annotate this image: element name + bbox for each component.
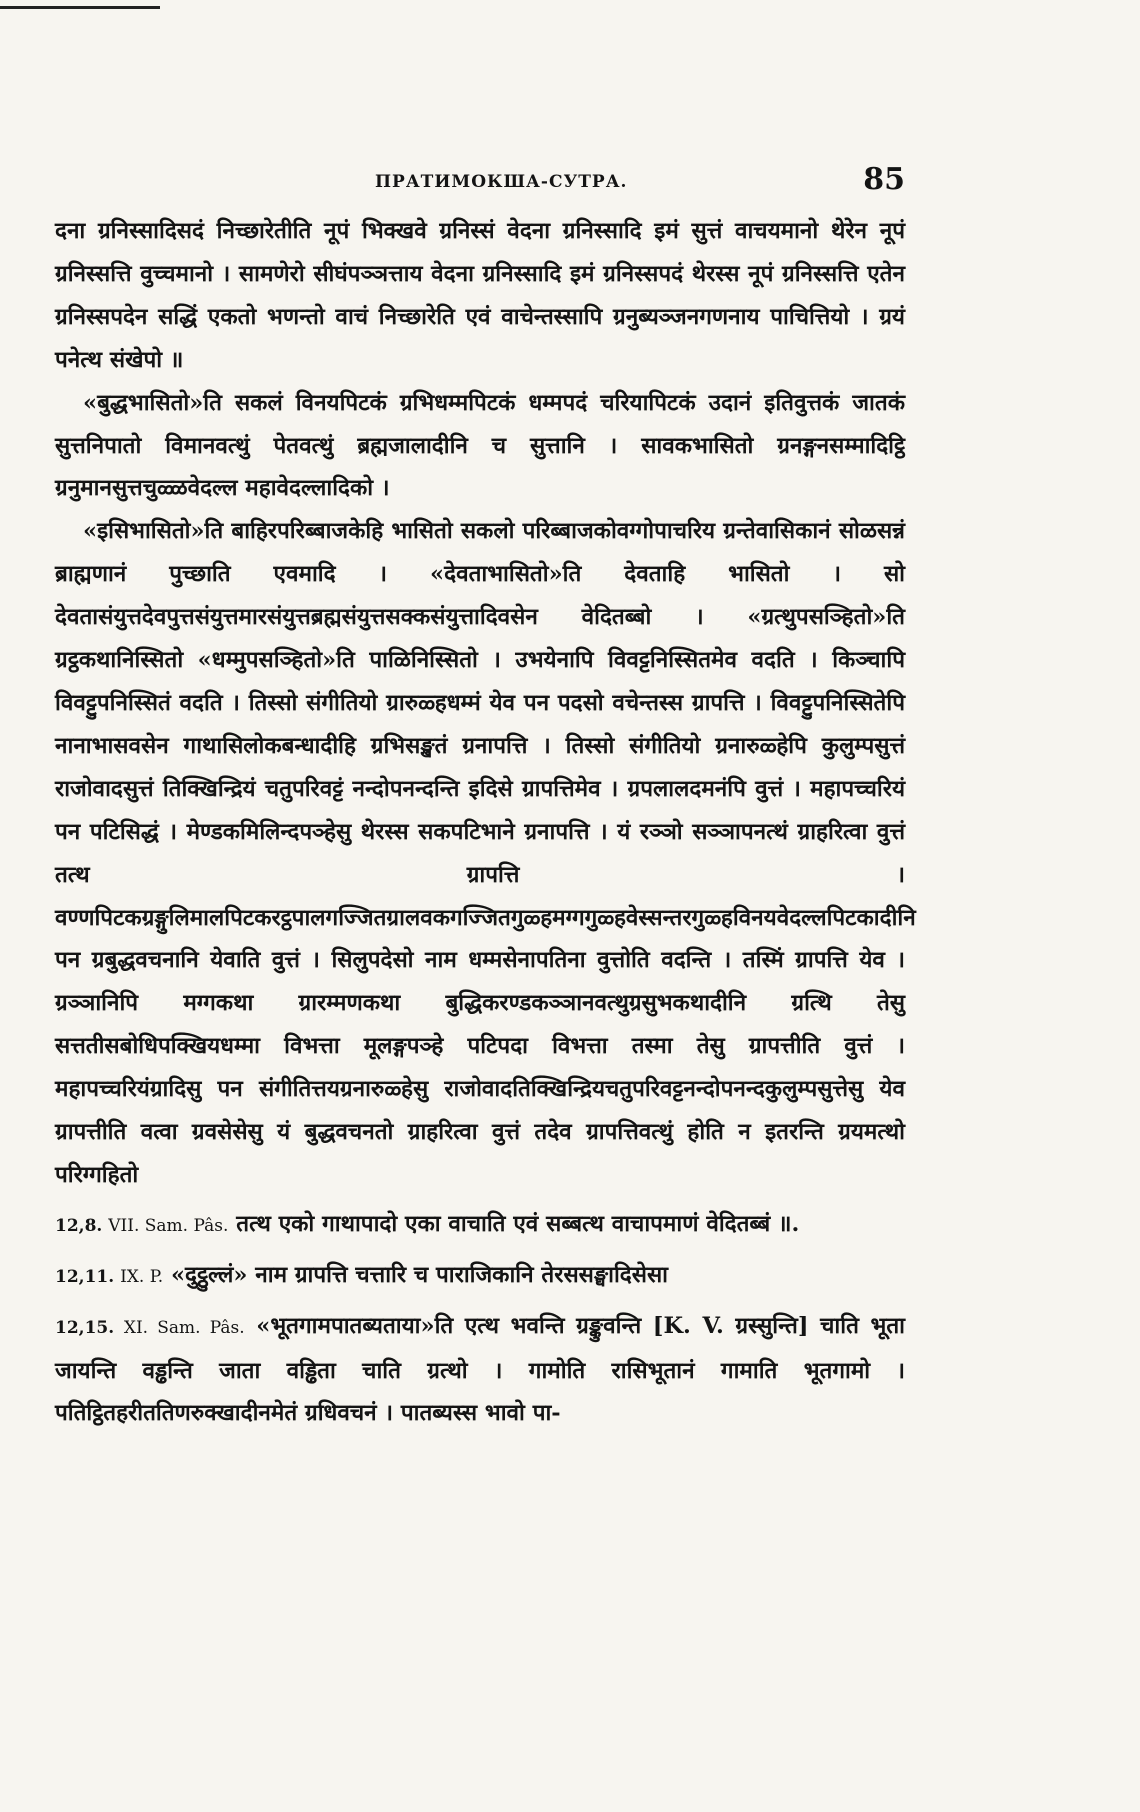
note-ref: 12,11. IX. P. xyxy=(55,1266,164,1287)
page-number: 85 xyxy=(863,162,905,197)
paragraph: दना ग्रनिस्सादिसदं निच्छारेतीति नूपं भिक्खवे ग्रनिस्सं वेदना ग्रनिस्सादि इमं सुत्तं वाचयमानो थेरेन नूपं ग्रनिस्सत्ति वुच्चमानो । सामणेरो सीघंपञ्ञत्ताय वेदना ग्रनिस्सादि इमं ग्रनिस्सपदं थेरस्स नूपं ग्रनिस्सत्ति एतेन ग्रनिस्सपदेन सद्धिं एकतो भणन्तो वाचं निच्छारेति एवं वाचेन्तस्सापि ग्रनुब्यञ्जनगणनाय पाचित्तियो । ग्रयं पनेत्थ संखेपो ॥ xyxy=(55,218,905,373)
note xyxy=(55,1254,905,1299)
page-header xyxy=(55,150,905,210)
note-text: तत्थ एको गाथापादो एका वाचाति एवं सब्बत्थ वाचापमाणं वेदितब्बं ॥. xyxy=(236,1210,800,1237)
note-text: «दुट्ठुल्लं» नाम ग्रापत्ति चत्तारि च पाराजिकानि तेरससङ्घादिसेसा xyxy=(170,1261,668,1288)
top-rule xyxy=(0,6,160,9)
note-ref: 12,8. VII. Sam. Pâs. xyxy=(55,1215,229,1236)
paragraph: «इसिभासितो»ति बाहिरपरिब्बाजकेहि भासितो सकलो परिब्बाजकोवग्गोपाचरिय ग्रन्तेवासिकानं सोळसन्नं ब्राह्मणानं पुच्छाति एवमादि । «देवताभासितो»ति देवताहि भासितो । सो देवतासंयुत्तदेवपुत्तसंयुत्तमारसंयुत्तब्रह्मसंयुत्तसक्कसंयुत्तादिवसेन वेदितब्बो । «ग्रत्थुपसञ्हितो»ति ग्रट्ठकथानिस्सितो «धम्मुपसञ्हितो»ति पाळिनिस्सितो । उभयेनापि विवट्टनिस्सितमेव वदति । किञ्चापि विवट्टुपनिस्सितं वदति । तिस्सो संगीतियो ग्रारुळ्हधम्मं येव पन पदसो वचेन्तस्स ग्रापत्ति । विवट्टुपनिस्सितेपि नानाभासवसेन गाथासिलोकबन्धादीहि ग्रभिसङ्खतं ग्रनापत्ति । तिस्सो संगीतियो ग्रनारुळ्हेपि कुलुम्पसुत्तं राजोवादसुत्तं तिक्खिन्द्रियं चतुपरिवट्टं नन्दोपनन्दन्ति इदिसे ग्रापत्तिमेव । ग्रपलालदमनंपि वुत्तं । महापच्चरियं पन पटिसिद्धं । मेण्डकमिलिन्दपञ्हेसु थेरस्स सकपटिभाने ग्रनापत्ति । यं रञ्ञो सञ्ञापनत्थं ग्राहरित्वा वुत्तं तत्थ ग्रापत्ति । वण्णपिटकग्रङ्गुलिमालपिटकरट्ठपालगज्जितग्रालवकगज्जितगुळ्हमग्गगुळ्हवेस्सन्तरगुळ्हविनयवेदल्लपिटकादीनि पन ग्रबुद्धवचनानि येवाति वुत्तं । सिलुपदेसो नाम धम्मसेनापतिना वुत्तोति वदन्ति । तस्मिं ग्रापत्ति येव । ग्रञ्ञानिपि मग्गकथा ग्रारम्मणकथा बुद्धिकरण्डकञ्ञानवत्थुग्रसुभकथादीनि ग्रत्थि तेसु सत्ततीसबोधिपक्खियधम्मा विभत्ता मूलङ्गपञ्हे पटिपदा विभत्ता तस्मा तेसु ग्रापत्तीति वुत्तं । महापच्चरियंग्रादिसु पन संगीतित्तयग्रनारुळ्हेसु राजोवादतिक्खिन्द्रियचतुपरिवट्टनन्दोपनन्दकुलुम्पसुत्तेसु येव ग्रापत्तीति वत्वा ग्रवसेसेसु यं बुद्धवचनतो ग्राहरित्वा वुत्तं तदेव ग्रापत्तिवत्थुं होति न इतरन्ति ग्रयमत्थो परिग्गहितो xyxy=(55,518,916,1188)
note xyxy=(55,1305,905,1436)
note-ref: 12,15. XI. Sam. Pâs. xyxy=(55,1317,245,1338)
running-title: ПРАТИМОКША-СУТРА. xyxy=(375,172,628,192)
note xyxy=(55,1203,905,1248)
paragraph: «बुद्धभासितो»ति सकलं विनयपिटकं ग्रभिधम्मपिटकं धम्मपदं चरियापिटकं उदानं इतिवुत्तकं जातकं सुत्तनिपातो विमानवत्थुं पेतवत्थुं ब्रह्मजालादीनि च सुत्तानि । सावकभासितो ग्रनङ्गनसम्मादिट्ठि ग्रनुमानसुत्तचुळ्ळवेदल्ल महावेदल्लादिको । xyxy=(55,389,905,502)
book-page xyxy=(55,150,916,1435)
note-text: «भूतगामपातब्यताया»ति एत्थ भवन्ति ग्रङ्कुवन्ति [K. V. ग्रस्सुन्ति] चाति भूता जायन्ति वड्ढन्ति जाता वड्ढिता चाति ग्रत्थो । गामोति रासिभूतानं गामाति भूतगामो । पतिट्ठितहरीततिणरुक्खादीनमेतं ग्रधिवचनं । पातब्यस्स भावो पा- xyxy=(55,1312,905,1427)
